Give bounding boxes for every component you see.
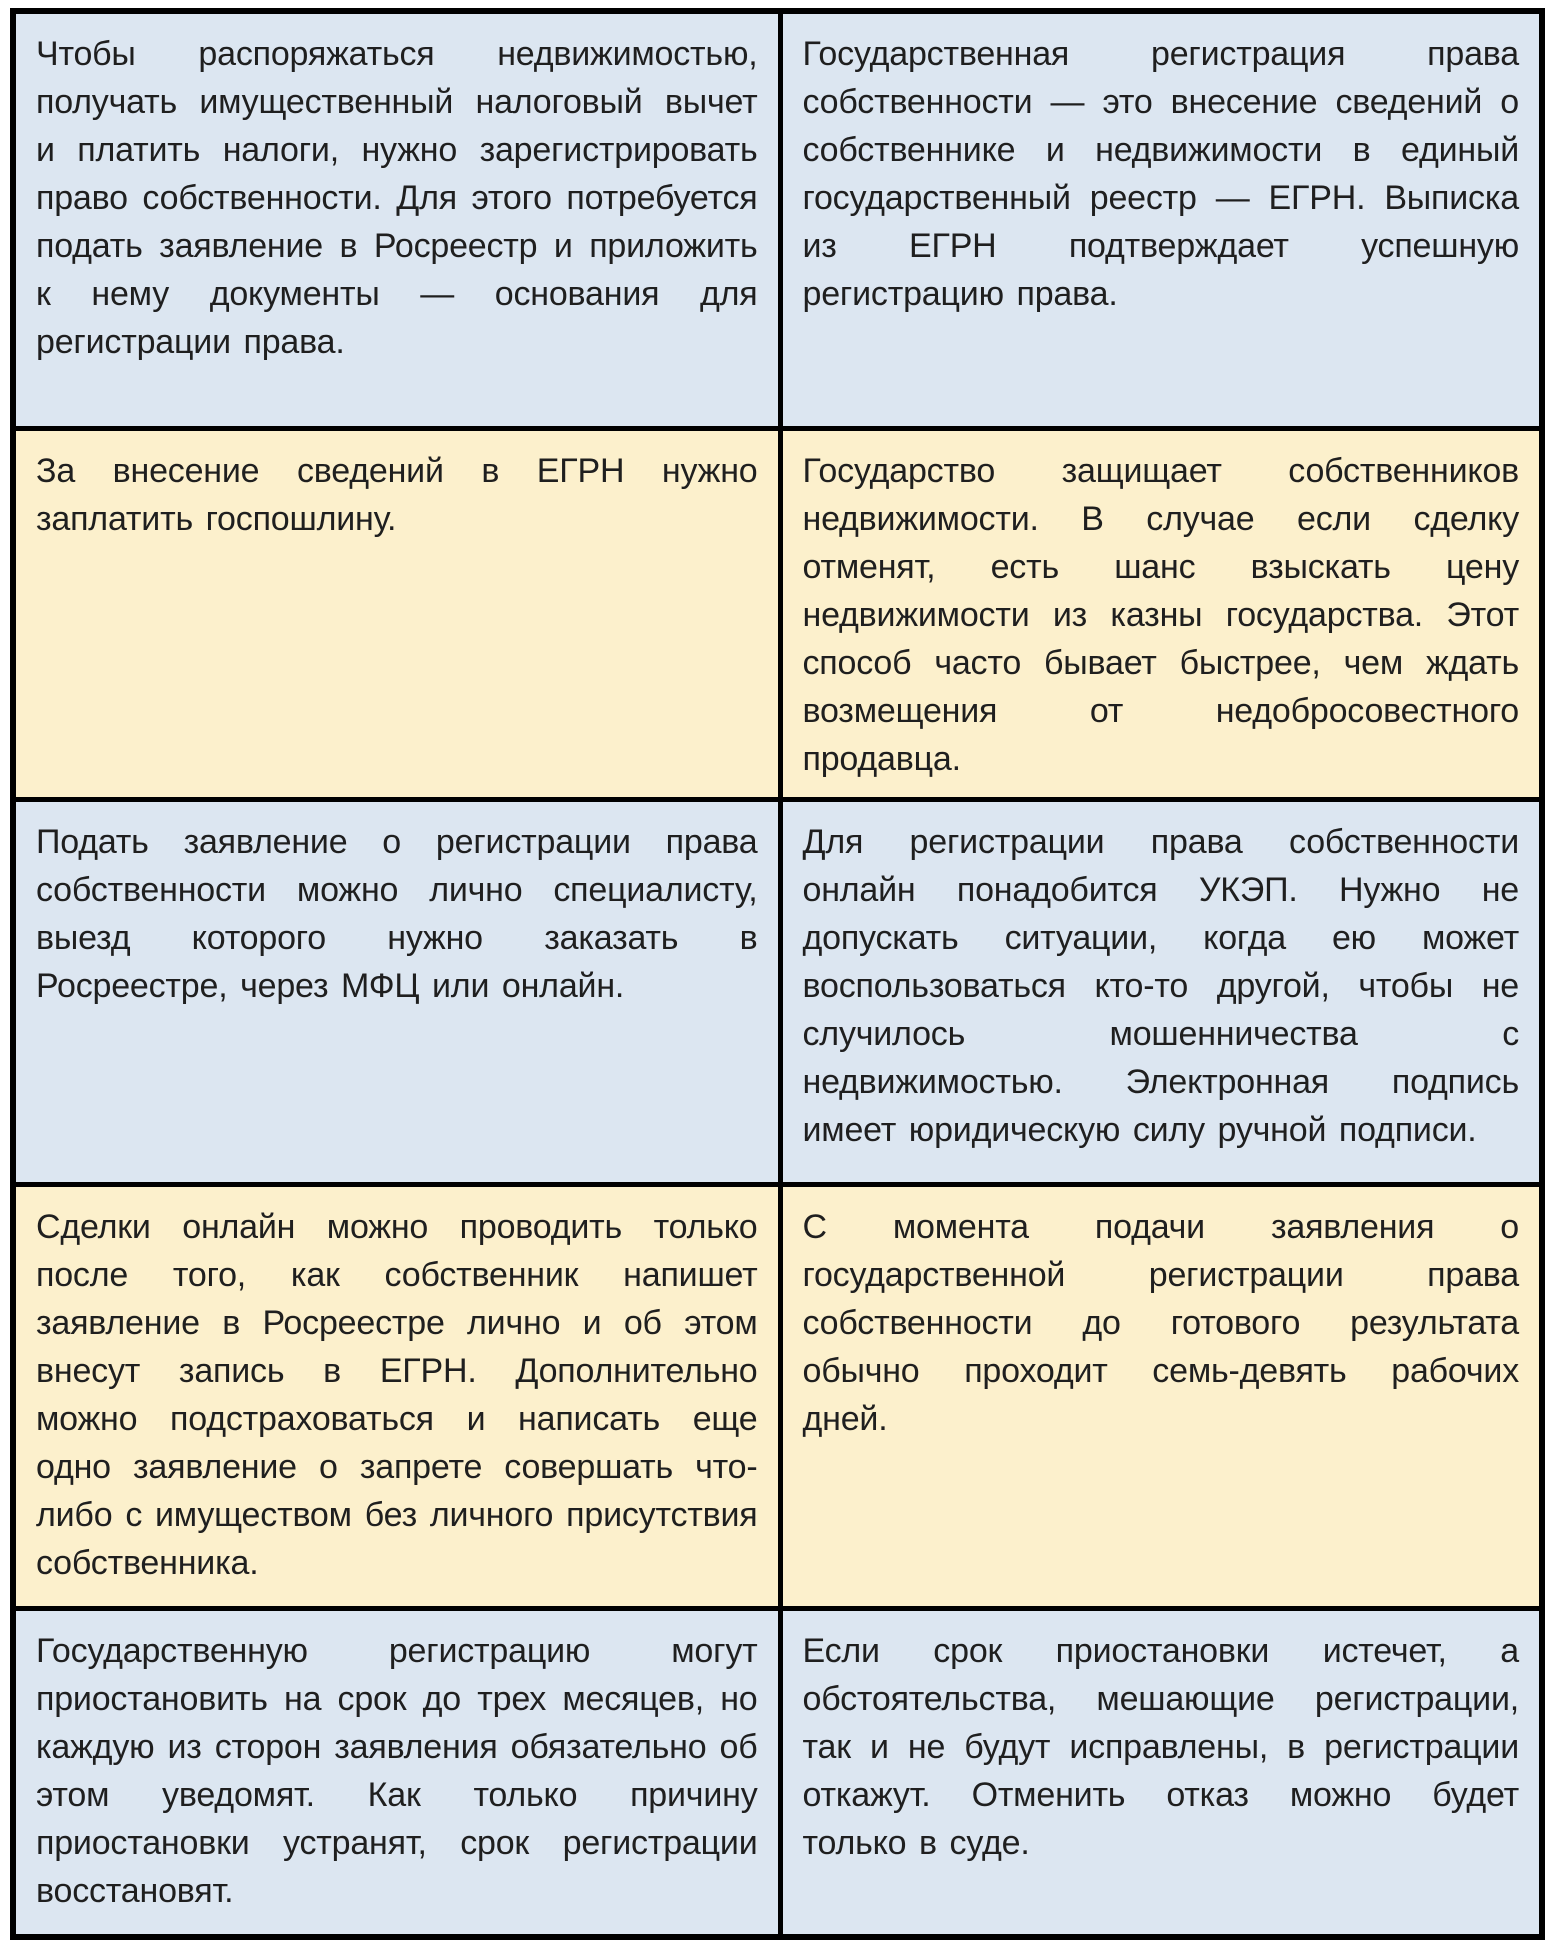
table-cell: За внесение сведений в ЕГРН нужно заплатить госпошлину. (16, 431, 778, 797)
table-row (16, 1182, 1539, 1606)
table-cell: С момента подачи заявления о государственной регистрации права собственности до готового результата обычно проходит семь-девять рабочих дней. (778, 1187, 1540, 1606)
table-cell: Государственную регистрацию могут приостановить на срок до трех месяцев, но каждую из сторон заявления обязательно об этом уведомят. Как только причину приостановки устранят, срок регистрации восстановят. (16, 1611, 778, 1934)
table-row (16, 797, 1539, 1182)
table-cell: Сделки онлайн можно проводить только после того, как собственник напишет заявление в Росреестре лично и об этом внесут запись в ЕГРН. Дополнительно можно подстраховаться и написать еще одно заявление о запрете совершать что-либо с имуществом без личного присутствия собственника. (16, 1187, 778, 1606)
table-cell: Подать заявление о регистрации права собственности можно лично специалисту, выезд которого нужно заказать в Росреестре, через МФЦ или онлайн. (16, 802, 778, 1182)
table-cell: Для регистрации права собственности онлайн понадобится УКЭП. Нужно не допускать ситуации, когда ею может воспользоваться кто-то другой, чтобы не случилось мошенничества с недвижимостью. Электронная подпись имеет юридическую силу ручной подписи. (778, 802, 1540, 1182)
table-cell: Если срок приостановки истечет, а обстоятельства, мешающие регистрации, так и не будут исправлены, в регистрации откажут. Отменить отказ можно будет только в суде. (778, 1611, 1540, 1934)
table-row (16, 426, 1539, 797)
table-cell: Чтобы распоряжаться недвижимостью, получать имущественный налоговый вычет и платить налоги, нужно зарегистрировать право собственности. Для этого потребуется подать заявление в Росреестр и приложить к нему документы — основания для регистрации права. (16, 14, 778, 426)
table-cell: Государственная регистрация права собственности — это внесение сведений о собственнике и недвижимости в единый государственный реестр — ЕГРН. Выписка из ЕГРН подтверждает успешную регистрацию права. (778, 14, 1540, 426)
table-cell: Государство защищает собственников недвижимости. В случае если сделку отменят, есть шанс взыскать цену недвижимости из казны государства. Этот способ часто бывает быстрее, чем ждать возмещения от недобросовестного продавца. (778, 431, 1540, 797)
table-row (16, 1606, 1539, 1934)
table-row (16, 14, 1539, 426)
registration-info-table (10, 8, 1545, 1940)
